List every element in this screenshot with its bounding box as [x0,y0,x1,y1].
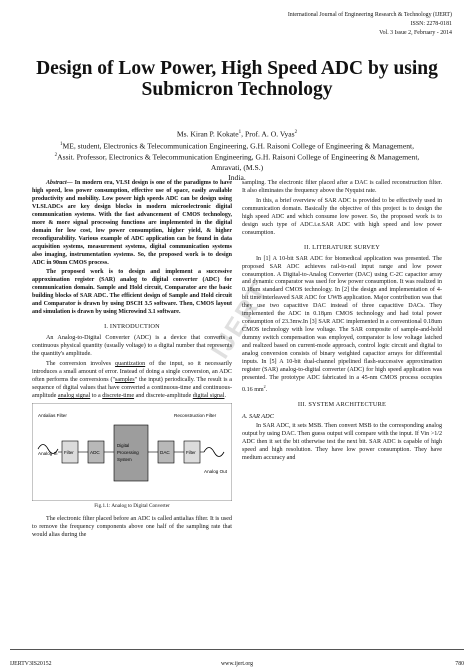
journal-name: International Journal of Engineering Research & Technology (IJERT) [287,12,452,18]
affiliation-1 [20,140,454,152]
affiliation-1-text: ME, student, Electronics & Telecommunication Engineering, G.H. Raisoni College of Engineering & Management, [62,141,414,151]
adc-diagram-svg [32,403,232,501]
literature-sup: 2 [263,383,266,389]
analog-out-waveform [204,447,224,456]
dsp-label-3: System [117,456,132,462]
intro-paragraph-3: The electronic filter placed before an ADC is called antialias filter. It is used to remove the frequency components above one half of the sampling rate that would alias during the [32,515,232,538]
figure-caption: Fig.1.1: Analog to Digital Converter [94,502,170,509]
affiliation-city: Amravati, (M.S.) [210,163,264,173]
right-paragraph-2: In this, a brief overview of SAR ADC is provided to be effectively used in communication domain. Basically the objective of this project is to design the high speed ADC and which consume low power. So, the proposed work is to design such type of ADC.i.e.SAR ADC with high speed and low power consumption. [242,197,442,236]
sar-adc-heading: A. SAR ADC [242,412,274,420]
intro-p2-a: The conversion involves [46,361,116,368]
intro-p2-c: " the input) periodically. The result is a sequence of digital values that have converted a continuous-time and continuous-amplitude [32,376,232,399]
author-2: , Prof. A. O. Vyas [241,129,295,139]
sar-adc-paragraph: In SAR ADC, it sets MSB. Then convert MSB to the corresponding analog output by using DAC. Then guess output will compare with the input. If Vin >1/2 ADC then it set the bit otherwise test the next bit. SAR ADC is capable of high speed and high resolution. They have low power consumption. They have medium accuracy and [242,422,442,461]
abstract-paragraph-1 [32,180,232,267]
intro-p2-b: of the input, so it necessarily introduces a small amount of error. Instead of doing a single conversion, an ADC often performs the conversions (" [32,361,232,383]
title-line-1: Design of Low Power, High Speed ADC by using [36,58,438,79]
affiliation-2-text: Assit. Professor, Electronics & Telecommunication Engineering, G.H. Raisoni College of Engineering & Management, [57,153,420,162]
affiliation-2 [20,151,454,163]
footer-website-link[interactable]: www.ijert.org [220,661,254,667]
literature-heading: II. LITERATURE SURVEY [304,243,380,251]
literature-end: . [265,386,268,393]
journal-volume: Vol. 3 Issue 2, February - 2014 [379,30,452,36]
footer-page-number: 780 [455,661,464,667]
adc-label: ADC [90,449,100,455]
affiliation-country: India. [228,173,246,183]
label-analog-out: Analog Out [204,468,227,474]
link-digital-signal[interactable]: digital signal [192,392,225,399]
intro-heading: I. INTRODUCTION [104,323,160,331]
label-antialias-filter: Antialias Filter [38,412,67,418]
right-paragraph-1: sampling. The electronic filter placed after a DAC is called reconstruction filter. It also eliminates the frequency above the Nyquist rate. [242,180,442,194]
footer-rule [10,649,464,650]
intro-paragraph-1: An Analog-to-Digital Converter (ADC) is a device that converts a continuous physical quantity (usually voltage) to a digital number that represents the quantity's amplitude. [32,335,232,358]
affiliation-2-sup: 2 [54,153,58,159]
filter-label: Filter [64,449,74,455]
intro-p2-e: and discrete-amplitude [134,392,193,399]
paper-title [10,58,464,100]
link-analog-signal[interactable]: analog signal [57,392,91,399]
label-analog-in: Analog In [38,450,58,456]
author-2-sup: 2 [294,130,298,135]
author-1: Ms. Kiran P. Kokate [176,129,239,139]
affiliation-1-sup: 1 [59,141,63,147]
intro-p2-d: to a [90,392,103,399]
literature-paragraph [242,256,442,395]
intro-p2-f: . [224,392,226,399]
title-line-2: Submicron Technology [141,79,333,100]
literature-text: In [1] A 10-bit SAR ADC for biomedical application was presented. The proposed SAR ADC achieves rail-to-rail input range and low power consumption. A Digital-to-Analog Converter (DAC) using C-2C capacitor array and dynamic comparator was used for low power consumption. It was realized in 0.18um standard CMOS technology. In [2] the design and implementation of 4-bit time interleaved SAR ADC for UWB application. Major contribution was that they use two capacitive DAC instead of three capacitive DACs. They implemented the ADC in 0.18μm CMOS technology and had total power consumption of 23.3mw.In [3] SAR ADC implemented in a conventional 0.18um CMOS technology with low voltage. The SAR composite of sample-and-hold dummy switch compensation was employed, comparator is low voltage latched and realized based on current-mode approach, control logic circuit and digital to analog conversion consists of binary weighted capacitor arrays for differential inputs. In [5] A 10-bit dual-channel pipelined flash-successive approximation register (SAR) analog-to-digital converter (ADC) for high speed application was presented. The prototype ADC fabricated in a 45-nm CMOS process occupies 0.16 mm [242,255,442,393]
system-heading: III. SYSTEM ARCHITECTURE [297,400,387,408]
intro-paragraph-2 [32,361,232,401]
dac-label: DAC [160,449,170,455]
adc-block-diagram [32,403,232,501]
label-reconstruction-filter: Reconstruction Filter [174,412,217,418]
ijert-watermark: IJERT [204,276,275,364]
abstract-paragraph-2: The proposed work is to design and implement a successive approximation register (SAR) analog to digital converter (ADC) for communication domain. Sample and Hold circuit, Comparator are the basic building blocks of SAR ADC. The efficient design of Sample and Hold circuit and Comparator is drawn by using DSCH 3.5 software. Then, CMOS layout and simulation is drawn by using Microwind 3.1 software. [32,269,232,316]
journal-header [288,11,452,38]
link-discrete-time[interactable]: discrete-time [102,392,135,399]
dsp-label-2: Processing [117,449,139,455]
abstract-label: Abstract— [46,180,73,186]
left-column [32,180,232,542]
link-quantization[interactable]: quantization [115,361,146,368]
filter2-label: Filter [186,449,196,455]
link-samples[interactable]: samples [115,376,135,383]
author-names [20,128,454,140]
author-block [20,128,454,184]
footer-paper-id: IJERTV3IS20152 [10,661,52,667]
journal-issn: ISSN: 2278-0181 [410,21,452,27]
right-column [242,180,442,465]
author-1-sup: 1 [238,130,242,135]
abstract-text-1: In modern era, VLSI design is one of the paradigms to have high speed, less power consumption, effective use of space, easily available productivity and mobility. Low power high speeds ADC can be design using VLSI.ADCs are key design blocks in modern microelectronic digital communication systems. With the fast advancement of CMOS technology, more & more signal processing functions are implemented in the digital domain for low cost, low power consumption, higher yield, & higher reconfigurability. Various example of ADC application can be found in data acquisition systems, measurement systems, digital communication systems also imaging, instrumentation systems. So, the proposed work is to design ADC in 90nm CMOS process. [32,180,232,266]
dsp-label-1: Digital [117,442,130,448]
